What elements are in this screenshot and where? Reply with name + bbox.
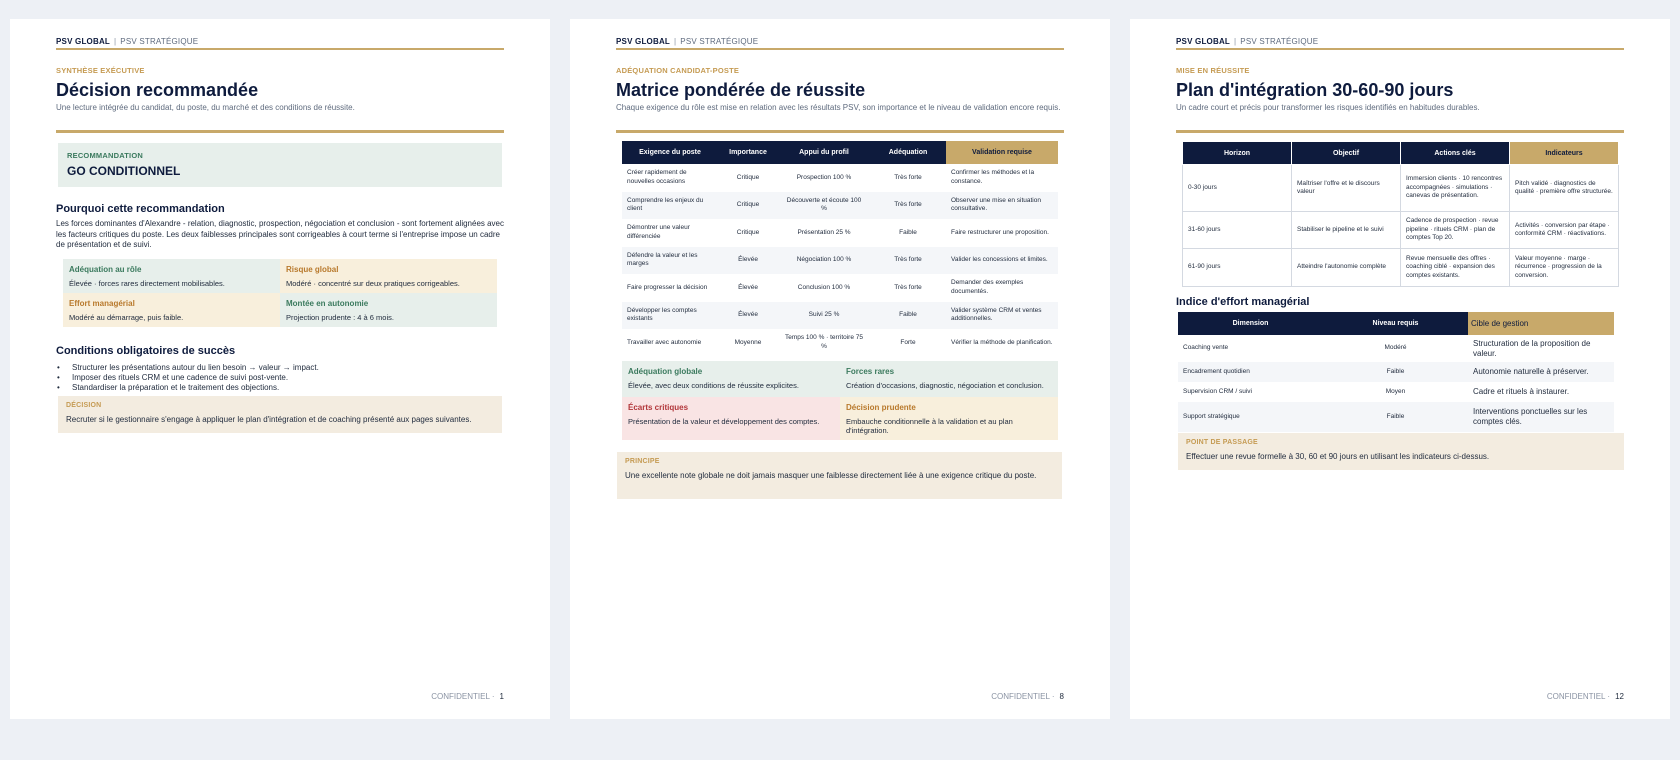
recommendation-label: RECOMMANDATION xyxy=(67,151,143,160)
page-1 xyxy=(10,19,550,719)
table-row xyxy=(622,302,1058,330)
column-header: Appui du profil xyxy=(778,141,870,164)
card-rare-strengths xyxy=(840,361,1058,397)
header-separator: | xyxy=(1234,37,1237,46)
page-number: 8 xyxy=(1059,692,1064,701)
callout-text: Recruter si le gestionnaire s'engage à appliquer le plan d'intégration et de coaching présenté aux pages suivantes. xyxy=(66,414,472,424)
card-title: Risque global xyxy=(286,264,339,274)
table-row xyxy=(622,274,1058,302)
why-paragraph: Les forces dominantes d'Alexandre - relation, diagnostic, prospection, négociation et conclusion - sont fortement alignées avec les facteurs critiques du poste. Les deux faiblesses principales sont corrigeables à court terme si l'entreprise impose un cadre de présentation et de suivi. xyxy=(56,219,505,249)
table-cell: Élevée xyxy=(718,247,778,275)
page-header xyxy=(1176,37,1624,46)
page-subtitle: Une lecture intégrée du candidat, du poste, du marché et des conditions de réussite. xyxy=(56,103,355,112)
table-cell: Valider système CRM et ventes additionnelles. xyxy=(946,302,1058,330)
page-12 xyxy=(1130,19,1670,719)
table-cell: Critique xyxy=(736,228,760,236)
table-row xyxy=(622,219,1058,247)
table-cell: Maîtriser l'offre et le discours valeur xyxy=(1292,165,1401,212)
card-critical-gaps xyxy=(622,397,840,440)
card-title: Effort managérial xyxy=(69,298,135,308)
card-title: Forces rares xyxy=(846,366,895,376)
title-rule xyxy=(616,130,1064,133)
table-row xyxy=(622,247,1058,275)
table-cell: Élevée xyxy=(718,302,778,330)
list-item: • Structurer les présentations autour du lien besoin → valeur → impact. xyxy=(56,363,504,373)
page-footer xyxy=(991,692,1064,701)
card-text: Projection prudente : 4 à 6 mois. xyxy=(286,312,394,322)
card-title: Montée en autonomie xyxy=(286,298,369,308)
table-cell: 61-90 jours xyxy=(1183,249,1292,287)
table-cell: Faire restructurer une proposition. xyxy=(951,228,1049,236)
page-title: Matrice pondérée de réussite xyxy=(616,80,866,100)
table-row xyxy=(1178,382,1614,402)
table-cell: Forte xyxy=(900,338,916,346)
column-header: Adéquation xyxy=(870,141,946,164)
card-global-fit xyxy=(622,361,840,397)
table-row xyxy=(622,329,1058,357)
table-cell: Faible xyxy=(1323,362,1468,382)
table-cell: Encadrement quotidien xyxy=(1178,362,1323,382)
card-text: Élevée, avec deux conditions de réussite explicites. xyxy=(628,380,799,390)
table-cell: Pitch validé · diagnostics de qualité · première offre structurée. xyxy=(1510,165,1619,212)
callout-label: PRINCIPE xyxy=(625,457,660,465)
column-header: Cible de gestion xyxy=(1468,312,1614,335)
card-prudent-decision xyxy=(840,397,1058,440)
table-cell: Cadence de prospection · revue pipeline · rituels CRM · plan de comptes Top 20. xyxy=(1401,212,1510,249)
product-name: PSV STRATÉGIQUE xyxy=(680,37,759,46)
table-cell: Très forte xyxy=(894,283,922,291)
table-cell: Interventions ponctuelles sur les comptes clés. xyxy=(1468,402,1614,432)
card-text: Modéré · concentré sur deux pratiques corrigeables. xyxy=(286,278,460,288)
table-cell: Modéré xyxy=(1384,344,1407,352)
footer-dot: · xyxy=(1607,692,1611,701)
page-subtitle: Chaque exigence du rôle est mise en relation avec les résultats PSV, son importance et le niveau de validation encore requis. xyxy=(616,103,1061,112)
matrix-summary-cards xyxy=(622,361,1058,440)
table-cell: Comprendre les enjeux du client xyxy=(622,192,718,220)
brand-name: PSV GLOBAL xyxy=(616,37,671,46)
table-cell: Faire progresser la décision xyxy=(627,283,708,291)
table-cell: Demander des exemples documentés. xyxy=(951,279,1024,295)
column-header: Actions clés xyxy=(1401,142,1510,165)
table-cell: Élevée xyxy=(738,283,758,291)
callout-label: POINT DE PASSAGE xyxy=(1186,439,1258,446)
header-separator: | xyxy=(114,37,117,46)
managerial-effort-table xyxy=(1178,312,1614,432)
section-kicker: SYNTHÈSE EXÉCUTIVE xyxy=(56,66,145,75)
table-cell: Moyenne xyxy=(734,338,762,346)
card-managerial-effort xyxy=(63,293,280,327)
column-header: Validation requise xyxy=(946,141,1058,164)
header-rule xyxy=(616,48,1064,50)
recommendation-box xyxy=(58,143,502,187)
recommendation-value: GO CONDITIONNEL xyxy=(67,164,181,178)
product-name: PSV STRATÉGIQUE xyxy=(120,37,199,46)
callout-text: Une excellente note globale ne doit jamais masquer une faiblesse directement liée à une exigence critique du poste. xyxy=(625,470,1037,480)
table-cell: Négociation 100 % xyxy=(778,247,870,275)
table-cell: Critique xyxy=(718,192,778,220)
table-cell: Créer rapidement de nouvelles occasions xyxy=(627,169,687,185)
column-header: Exigence du poste xyxy=(622,141,718,164)
table-row xyxy=(1183,212,1619,249)
table-row xyxy=(622,164,1058,192)
table-row xyxy=(1183,165,1619,212)
decision-callout xyxy=(58,396,502,434)
page-header xyxy=(616,37,1064,46)
table-cell: Présentation 25 % xyxy=(797,228,851,236)
card-title: Adéquation au rôle xyxy=(69,264,142,274)
milestone-callout xyxy=(1178,433,1624,470)
page-title: Décision recommandée xyxy=(56,80,259,100)
table-cell: Critique xyxy=(736,173,760,181)
column-header: Horizon xyxy=(1183,142,1292,165)
table-cell: Structuration de la proposition de valeur. xyxy=(1473,338,1591,358)
table-header-row xyxy=(622,141,1058,164)
table-cell: Stabiliser le pipeline et le suivi xyxy=(1292,212,1401,249)
table-header-row xyxy=(1178,312,1614,335)
table-cell: Développer les comptes existants xyxy=(622,302,718,330)
table-cell: Revue mensuelle des offres · coaching ciblé · expansion des comptes existants. xyxy=(1401,249,1510,287)
table-cell: Faible xyxy=(1323,402,1468,432)
table-cell: Faible xyxy=(899,228,917,236)
table-row xyxy=(1178,402,1614,432)
table-row xyxy=(1183,249,1619,287)
why-heading: Pourquoi cette recommandation xyxy=(56,203,225,215)
callout-label: DÉCISION xyxy=(66,401,102,409)
table-cell: Conclusion 100 % xyxy=(797,283,851,291)
table-cell: Vérifier la méthode de planification. xyxy=(951,338,1053,346)
assessment-cards xyxy=(63,259,497,327)
table-cell: 0-30 jours xyxy=(1183,165,1292,212)
confidential-label: CONFIDENTIEL xyxy=(991,692,1050,701)
card-title: Écarts critiques xyxy=(628,402,689,412)
footer-dot: · xyxy=(1051,692,1055,701)
page-header xyxy=(56,37,504,46)
table-cell: Autonomie naturelle à préserver. xyxy=(1468,362,1614,382)
confidential-label: CONFIDENTIEL xyxy=(431,692,490,701)
table-cell: Faible xyxy=(870,302,946,330)
title-rule xyxy=(1176,130,1624,133)
table-cell: Temps 100 % · territoire 75 % xyxy=(784,334,864,350)
card-text: Élevée · forces rares directement mobilisables. xyxy=(69,278,225,288)
table-cell: Prospection 100 % xyxy=(796,173,852,181)
table-row xyxy=(1178,335,1614,362)
table-row xyxy=(1178,362,1614,382)
integration-plan-table xyxy=(1182,141,1619,287)
confidential-label: CONFIDENTIEL xyxy=(1546,692,1606,701)
product-name: PSV STRATÉGIQUE xyxy=(1240,37,1319,46)
conditions-heading: Conditions obligatoires de succès xyxy=(56,344,236,357)
table-cell: Cadre et rituels à instaurer. xyxy=(1473,387,1570,396)
table-cell: Confirmer les méthodes et la constance. xyxy=(951,169,1035,185)
card-autonomy xyxy=(280,293,497,327)
table-cell: Supervision CRM / suivi xyxy=(1183,387,1252,395)
fit-matrix-table xyxy=(622,141,1058,357)
table-header-row xyxy=(1183,142,1619,165)
principle-callout xyxy=(617,452,1062,499)
header-rule xyxy=(56,48,504,50)
page-number: 1 xyxy=(499,692,504,701)
card-text: Création d'occasions, diagnostic, négociation et conclusion. xyxy=(846,380,1044,390)
table-cell: Travailler avec autonomie xyxy=(627,338,702,346)
section-kicker: ADÉQUATION CANDIDAT-POSTE xyxy=(616,66,740,75)
page-title: Plan d'intégration 30-60-90 jours xyxy=(1176,80,1454,100)
list-item: • Standardiser la préparation et le traitement des objections. xyxy=(56,383,504,393)
card-title: Décision prudente xyxy=(846,402,916,412)
header-rule xyxy=(1176,48,1624,50)
conditions-list xyxy=(56,363,504,393)
page-subtitle: Un cadre court et précis pour transformer les risques identifiés en habitudes durables. xyxy=(1176,103,1480,112)
card-text: Modéré au démarrage, puis faible. xyxy=(69,312,184,322)
column-header: Dimension xyxy=(1178,312,1323,335)
card-role-fit xyxy=(63,259,280,293)
column-header: Niveau requis xyxy=(1323,312,1468,335)
footer-dot: · xyxy=(491,692,495,701)
brand-name: PSV GLOBAL xyxy=(1176,37,1231,46)
column-header: Indicateurs xyxy=(1510,142,1619,165)
table-cell: Support stratégique xyxy=(1178,402,1323,432)
table-cell: Activités · conversion par étape · conformité CRM · réactivations. xyxy=(1510,212,1619,249)
card-text: Présentation de la valeur et développement des comptes. xyxy=(628,416,820,426)
table-row xyxy=(622,192,1058,220)
page-footer xyxy=(1547,692,1624,701)
table-cell: Atteindre l'autonomie complète xyxy=(1292,249,1401,287)
card-text: Embauche conditionnelle à la validation et au plan d'intégration. xyxy=(846,416,1013,435)
table-cell: Défendre la valeur et les marges xyxy=(622,247,718,275)
effort-heading: Indice d'effort managérial xyxy=(1176,296,1310,308)
page-footer xyxy=(431,692,504,701)
section-kicker: MISE EN RÉUSSITE xyxy=(1176,66,1250,75)
table-cell: Démontrer une valeur différenciée xyxy=(627,224,690,240)
page-8 xyxy=(570,19,1110,719)
brand-name: PSV GLOBAL xyxy=(56,37,111,46)
card-title: Adéquation globale xyxy=(628,366,703,376)
table-cell: Valeur moyenne · marge · récurrence · progression de la conversion. xyxy=(1510,249,1619,287)
table-cell: Suivi 25 % xyxy=(778,302,870,330)
column-header: Importance xyxy=(718,141,778,164)
table-cell: Moyen xyxy=(1385,387,1406,395)
card-global-risk xyxy=(280,259,497,293)
table-cell: Coaching vente xyxy=(1183,344,1229,352)
column-header: Objectif xyxy=(1292,142,1401,165)
table-cell: Découverte et écoute 100 % xyxy=(778,192,870,220)
table-cell: Très forte xyxy=(870,192,946,220)
header-separator: | xyxy=(674,37,677,46)
table-cell: Très forte xyxy=(894,173,922,181)
table-cell: Très forte xyxy=(870,247,946,275)
list-item: • Imposer des rituels CRM et une cadence de suivi post-vente. xyxy=(56,373,504,383)
table-cell: Valider les concessions et limites. xyxy=(946,247,1058,275)
table-cell: Immersion clients · 10 rencontres accompagnées · simulations · canevas de présentation. xyxy=(1401,165,1510,212)
table-cell: Observer une mise en situation consultative. xyxy=(946,192,1058,220)
page-number: 12 xyxy=(1615,692,1624,701)
title-rule xyxy=(56,130,504,133)
callout-text: Effectuer une revue formelle à 30, 60 et 90 jours en utilisant les indicateurs ci-dessus. xyxy=(1186,452,1490,461)
table-cell: 31-60 jours xyxy=(1183,212,1292,249)
